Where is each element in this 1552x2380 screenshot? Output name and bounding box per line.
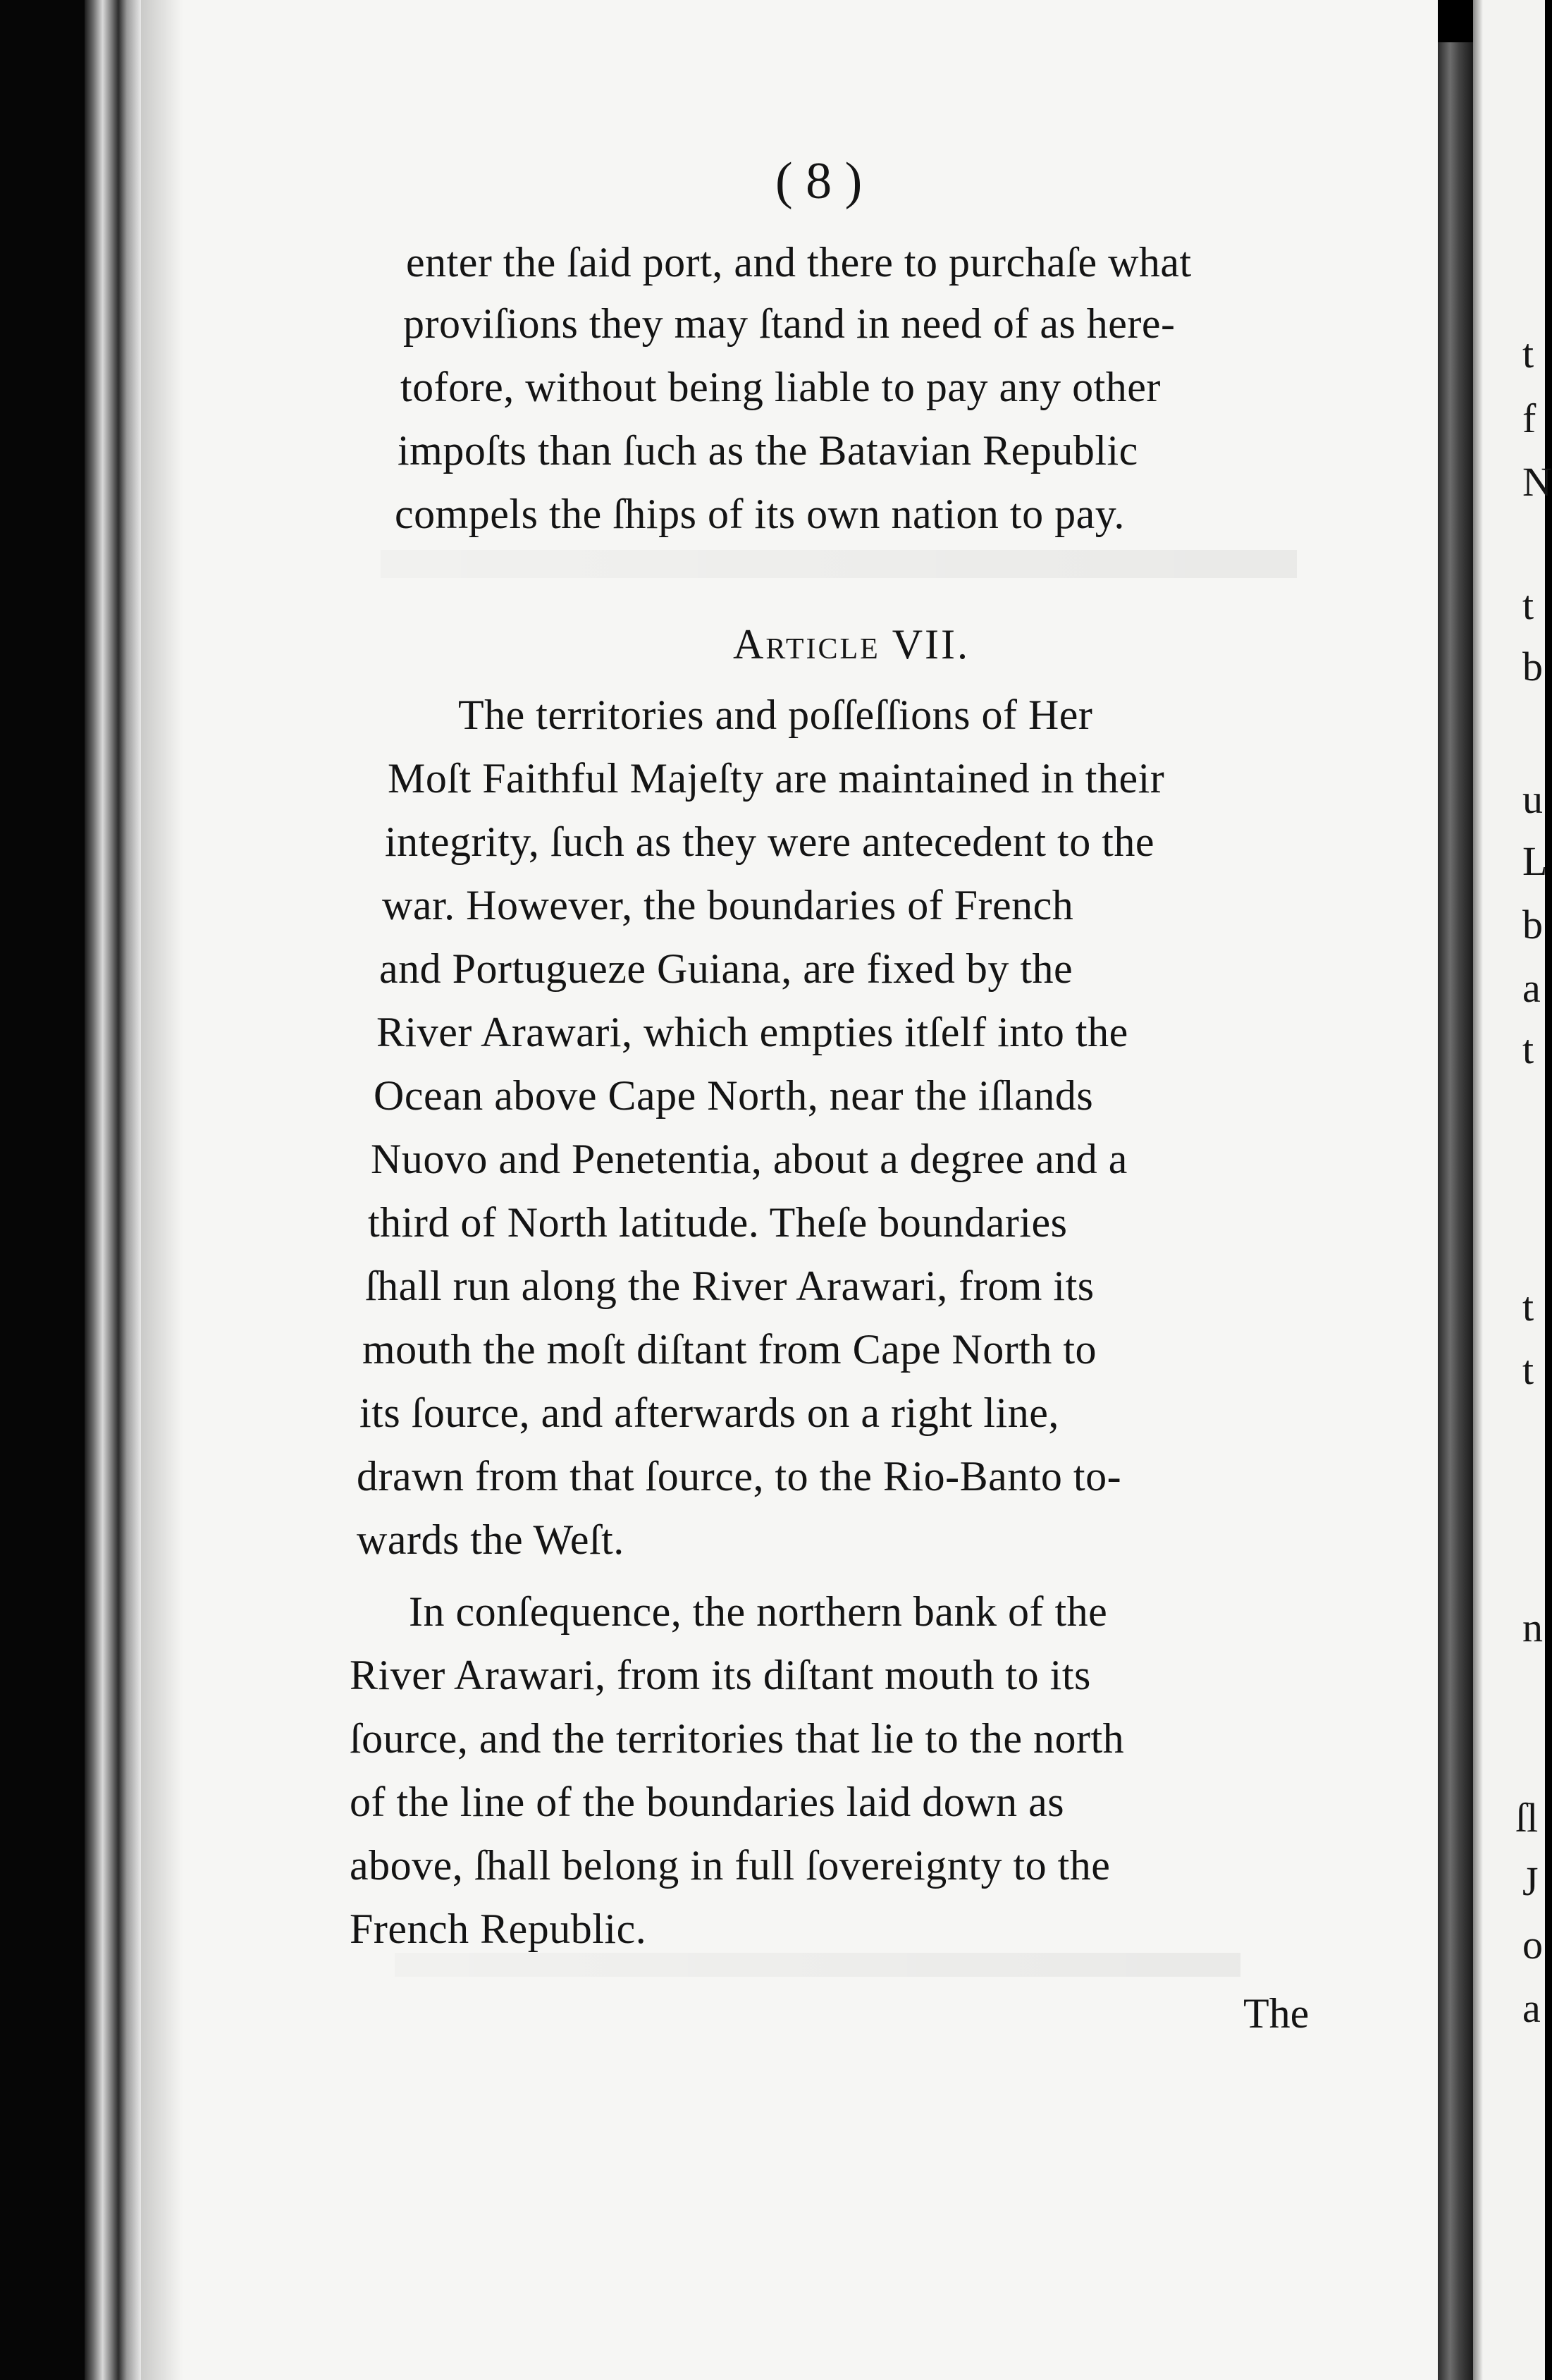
- catchword: The: [1243, 1990, 1310, 2037]
- text-line: drawn from that ſource, to the Rio-Banto to-: [357, 1453, 1122, 1499]
- text-line: tofore, without being liable to pay any other: [400, 364, 1161, 410]
- text-line: and Portugueze Guiana, are fixed by the: [379, 945, 1073, 992]
- right-page-fragment: J: [1522, 1858, 1539, 1904]
- right-page-fragment: a: [1522, 965, 1541, 1011]
- right-page-shadow: [1473, 0, 1483, 2380]
- right-page-fragment: o: [1522, 1922, 1543, 1968]
- show-through-smudge: [381, 550, 1297, 578]
- right-page-fragment: t: [1522, 1026, 1534, 1072]
- text-line: impoſts than ſuch as the Batavian Republic: [398, 427, 1138, 474]
- text-line: above, ſhall belong in full ſovereignty to the: [350, 1842, 1111, 1889]
- right-page-fragment: b: [1522, 902, 1543, 947]
- text-line: River Arawari, from its diſtant mouth to its: [350, 1652, 1091, 1698]
- book-gutter: [1438, 42, 1473, 2380]
- right-page-fragment: n: [1522, 1605, 1543, 1650]
- text-line: Nuovo and Penetentia, about a degree and a: [371, 1136, 1128, 1182]
- right-page-fragment: ſl: [1515, 1795, 1539, 1841]
- text-line: Moſt Faithful Majeſty are maintained in their: [388, 755, 1165, 802]
- text-line: wards the Weſt.: [357, 1516, 624, 1563]
- text-line: French Republic.: [350, 1906, 647, 1952]
- text-line: proviſions they may ſtand in need of as here-: [403, 300, 1176, 347]
- right-page-fragment: b: [1522, 644, 1543, 689]
- text-line: The territories and poſſeſſions of Her: [458, 692, 1093, 738]
- text-line: compels the ſhips of its own nation to pay.: [395, 491, 1125, 537]
- right-page-fragment: t: [1522, 1284, 1534, 1330]
- text-line: Ocean above Cape North, near the iſlands: [374, 1072, 1094, 1119]
- article-heading: Article VII.: [733, 621, 970, 668]
- right-page-fragment: f: [1522, 395, 1536, 441]
- text-line: River Arawari, which empties itſelf into the: [376, 1009, 1128, 1055]
- text-line: integrity, ſuch as they were antecedent to the: [385, 818, 1155, 865]
- right-page-fragment: a: [1522, 1985, 1541, 2031]
- text-line: enter the ſaid port, and there to purchaſe what: [406, 239, 1192, 286]
- right-page-fragment: u: [1522, 776, 1543, 822]
- right-page-fragment: t: [1522, 1347, 1534, 1393]
- scan-border-left: [0, 0, 85, 2380]
- text-line: ſhall run along the River Arawari, from its: [365, 1263, 1095, 1309]
- text-line: of the line of the boundaries laid down as: [350, 1779, 1065, 1825]
- text-line: ſource, and the territories that lie to the north: [350, 1715, 1125, 1762]
- right-page-fragment: N: [1522, 459, 1552, 505]
- text-line: In conſequence, the northern bank of the: [409, 1588, 1108, 1635]
- right-page-fragment: t: [1522, 331, 1534, 376]
- page-number: ( 8 ): [775, 152, 863, 210]
- show-through-smudge: [395, 1953, 1240, 1977]
- text-line: its ſource, and afterwards on a right line,: [359, 1390, 1059, 1436]
- text-line: mouth the moſt diſtant from Cape North to: [362, 1326, 1097, 1373]
- text-line: war. However, the boundaries of French: [382, 882, 1074, 928]
- text-line: third of North latitude. Theſe boundaries: [368, 1199, 1068, 1246]
- right-page-fragment: t: [1522, 582, 1534, 628]
- page-shadow: [141, 0, 183, 2380]
- book-binding-edge: [85, 0, 141, 2380]
- right-page-fragment: L: [1522, 838, 1548, 884]
